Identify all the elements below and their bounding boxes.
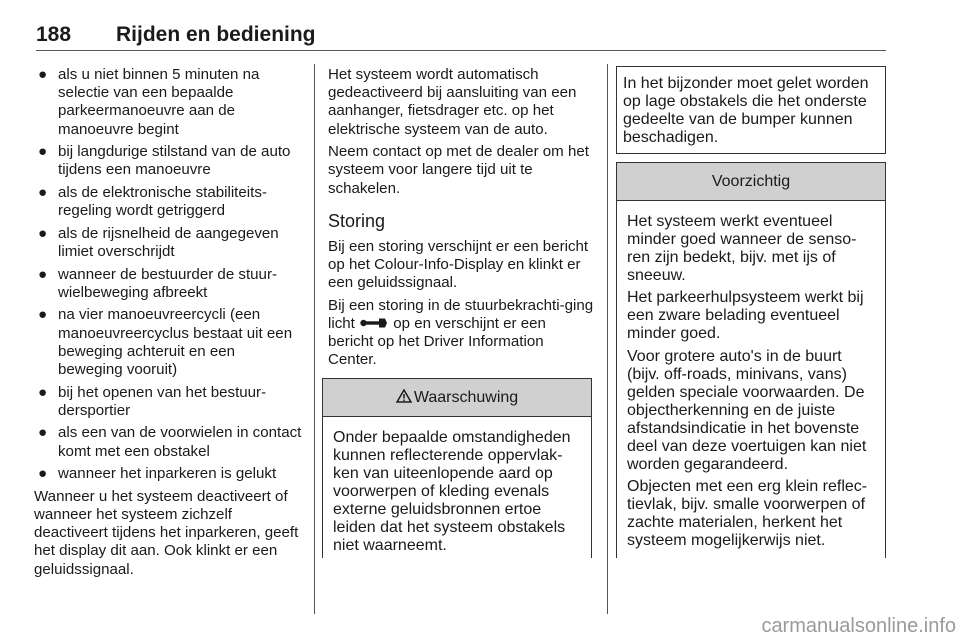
list-item: ● wanneer de bestuurder de stuur-wielbeweging afbreekt: [38, 265, 277, 301]
bullet-icon: ●: [38, 306, 48, 324]
watermark: carmanualsonline.info: [761, 615, 956, 637]
caution-paragraph-3: Voor grotere auto's in de buurt (bijv. off-roads, minivans, vans) gelden speciale voorwaarden. De objectherkenning en de juiste afstandsindicatie in het bovenste deel van deze voertuigen kan niet worden gegarandeerd.: [627, 347, 867, 473]
warning-triangle-icon: [396, 389, 412, 403]
info-box: [616, 66, 886, 154]
column-divider-2: [607, 64, 608, 614]
warning-box: [322, 378, 592, 558]
steering-warning-icon: [359, 317, 389, 329]
column-1: [34, 66, 302, 583]
list-item: ● als u niet binnen 5 minuten na selectie van een bepaalde parkeermanoeuvre aan de manoeuvre begint: [38, 66, 260, 138]
info-box-text: In het bijzonder moet gelet worden op lage obstakels die het onderste gedeelte van de bumper kunnen beschadigen.: [623, 75, 869, 146]
steering-fault-paragraph: Bij een storing in de stuurbekrachti-ging licht op en verschijnt er een bericht op het Driver Information Center.: [328, 296, 594, 369]
page-number: 188: [36, 23, 72, 46]
dealer-paragraph: Neem contact op met de dealer om het systeem voor langere tijd uit te schakelen.: [328, 143, 589, 197]
list-item: ● als de elektronische stabiliteits-regeling wordt getriggerd: [38, 184, 267, 220]
caution-paragraph-1: Het systeem werkt eventueel minder goed wanneer de senso-ren zijn bedekt, bijv. met ijs of sneeuw.: [627, 213, 857, 284]
page-title: Rijden en bediening: [116, 23, 316, 46]
bullet-icon: ●: [38, 66, 48, 83]
page-header: [36, 22, 886, 48]
list-item: ● na vier manoeuvreercycli (een manoeuvreercyclus bestaat uit een beweging achteruit en een beweging vooruit): [38, 306, 293, 378]
caution-paragraph-4: Objecten met een erg klein reflec-tievlak, bijv. smalle voorwerpen of zachte materialen, herkent het systeem mogelijkerwijs niet.: [627, 478, 868, 550]
warning-box-body: Onder bepaalde omstandigheden kunnen reflecterende oppervlak-ken van uiteenlopende aard op voorwerpen of kleding evenals externe geluidsbronnen ertoe leiden dat het systeem obstakels niet waarneemt.: [333, 429, 571, 554]
caution-box-body: [617, 201, 885, 563]
warning-box-header: [323, 379, 591, 417]
bullet-icon: ●: [38, 224, 48, 242]
caution-box-header: Voorzichtig: [617, 163, 885, 201]
column-2: [328, 66, 594, 374]
bullet-icon: ●: [38, 184, 48, 201]
list-item: ● als een van de voorwielen in contact komt met een obstakel: [38, 424, 302, 460]
header-rule: [36, 50, 886, 51]
list-item: ● wanneer het inparkeren is gelukt: [38, 465, 277, 483]
list-item: ● als de rijsnelheid de aangegeven limiet overschrijdt: [38, 224, 279, 260]
bullet-icon: ●: [38, 465, 48, 483]
list-item: ● bij het openen van het bestuur-dersportier: [38, 383, 267, 419]
section-heading-storing: Storing: [328, 210, 386, 231]
bullet-icon: ●: [38, 424, 48, 442]
list-item: ● bij langdurige stilstand van de auto tijdens een manoeuvre: [38, 143, 291, 179]
bullet-icon: ●: [38, 383, 48, 401]
deactivation-list: [34, 66, 302, 483]
bullet-icon: ●: [38, 265, 48, 283]
caution-box: [616, 162, 886, 558]
warning-title: Waarschuwing: [413, 389, 519, 406]
auto-deactivation-paragraph: Het systeem wordt automatisch gedeactiveerd bij aansluiting van een aanhanger, fietsdrager etc. op het elektrische systeem van de auto.: [328, 66, 577, 138]
deactivation-paragraph: Wanneer u het systeem deactiveert of wanneer het systeem zichzelf deactiveert tijdens het inparkeren, geeft het display dit aan. Ook klinkt er een geluidssignaal.: [34, 487, 299, 578]
bullet-icon: ●: [38, 143, 48, 161]
fault-paragraph: Bij een storing verschijnt er een bericht op het Colour-Info-Display en klinkt er een geluidssignaal.: [328, 237, 589, 292]
caution-paragraph-2: Het parkeerhulpsysteem werkt bij een zware belading eventueel minder goed.: [627, 289, 864, 343]
column-divider-1: [314, 64, 315, 614]
